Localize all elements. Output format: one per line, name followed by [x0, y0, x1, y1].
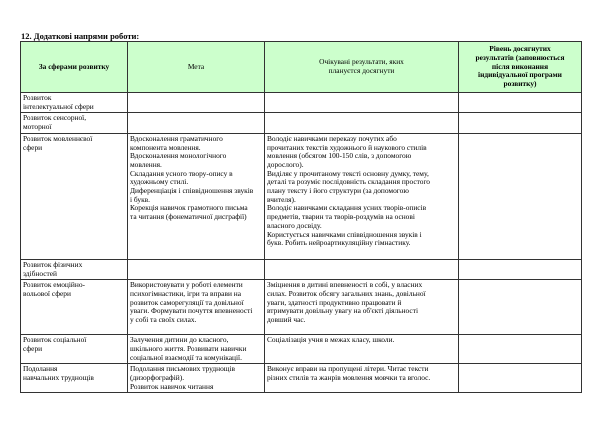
- cell-text-line: Розвиток: [23, 93, 52, 102]
- cell-text-line: розвиток саморегуляції та довільної: [130, 297, 244, 307]
- cell-text-line: Володіє навичками переказу почутих або: [267, 133, 397, 143]
- cell-text-line: Вдосконалення граматичного: [130, 133, 223, 143]
- cell-text-line: довший час.: [267, 315, 306, 325]
- cell-text-line: компонента мовлення.: [130, 142, 201, 152]
- cell-text-line: плану тексту і його структури (за допомогою: [267, 186, 409, 196]
- results-cell: [265, 364, 459, 393]
- goal-cell: [128, 113, 265, 133]
- cell-text-line: мовлення (обсягом 100-150 слів, з допомогою: [267, 151, 412, 161]
- table-row: [21, 113, 582, 133]
- cell-text-line: Залучення дитини до класного,: [130, 335, 229, 345]
- sphere-cell: [21, 280, 128, 335]
- header-expected-results: Очікувані результати, яких плануєтся досягнути: [265, 42, 459, 93]
- sphere-cell: [21, 93, 128, 113]
- level-cell: [459, 259, 582, 279]
- cell-text-line: інтелектуальної сфери: [23, 101, 94, 111]
- cell-text-line: Диференціація і співвідношення звуків: [130, 186, 254, 196]
- results-cell: [265, 335, 459, 364]
- cell-text-line: Виділяє у прочитаному тексті основну думку, тему,: [267, 168, 429, 178]
- level-cell: [459, 335, 582, 364]
- cell-text-line: соціальної взаємодії та комунікації.: [130, 352, 242, 362]
- table-row: [21, 364, 582, 393]
- level-cell: [459, 93, 582, 113]
- header-sphere: За сферами розвитку: [21, 42, 128, 93]
- table-row: [21, 133, 582, 259]
- cell-text-line: здібностей: [23, 268, 57, 278]
- level-cell: [459, 280, 582, 335]
- cell-text-line: Соціалізація учня в межах класу, школи.: [267, 335, 395, 345]
- cell-text-line: власного досвіду.: [267, 220, 322, 230]
- level-cell: [459, 113, 582, 133]
- table-row: [21, 280, 582, 335]
- table-row: [21, 335, 582, 364]
- results-cell: [265, 133, 459, 259]
- results-cell: [265, 259, 459, 279]
- cell-text-line: Розвиток навичок читання: [130, 381, 214, 391]
- cell-text-line: Розвиток фізичних: [23, 259, 83, 269]
- cell-text-line: Розвиток мовленнєвої: [23, 133, 93, 143]
- cell-text-line: психогімнастики, ігри та вправи на: [130, 288, 241, 298]
- cell-text-line: різних стилів та жанрів мовлення мовчки та вголос.: [267, 373, 431, 383]
- cell-text-line: Корекція навичок грамотного письма: [130, 203, 248, 213]
- cell-text-line: шкільного життя. Розвивати навички: [130, 343, 247, 353]
- section-title: 12. Додаткові напрями роботи:: [21, 31, 140, 41]
- cell-text-line: Користується навичками співвідношення звуків і: [267, 229, 422, 239]
- cell-text-line: втримувати довільну увагу на об'єкті діяльності: [267, 306, 418, 316]
- level-cell: [459, 133, 582, 259]
- cell-text-line: мовлення.: [130, 159, 162, 169]
- goal-cell: [128, 133, 265, 259]
- cell-text-line: Розвиток емоційно-: [23, 280, 85, 290]
- cell-text-line: предметів, тварин та творів-роздумів на основі: [267, 212, 415, 222]
- sphere-cell: [21, 364, 128, 393]
- goal-cell: [128, 93, 265, 113]
- header-achieved-level: Рівень досягнутих результатів (заповнюється після виконання індивідуальної програми розвитку): [459, 42, 582, 93]
- cell-text-line: (дизорфографій).: [130, 373, 185, 383]
- table-body: [21, 93, 582, 393]
- cell-text-line: Подолання: [23, 364, 58, 374]
- sphere-cell: [21, 113, 128, 133]
- level-cell: [459, 364, 582, 393]
- table-header-row: [21, 42, 582, 93]
- cell-text-line: букв. Робить нейроартикуляційну гімнастику.: [267, 238, 411, 248]
- cell-text-line: Подолання письмових труднощів: [130, 364, 236, 374]
- table-row: [21, 259, 582, 279]
- sphere-cell: [21, 133, 128, 259]
- cell-text-line: дорослого).: [267, 159, 304, 169]
- results-cell: [265, 280, 459, 335]
- cell-text-line: Складання усного твору-опису в: [130, 168, 233, 178]
- cell-text-line: Вдосконалення монологічного: [130, 151, 227, 161]
- goal-cell: [128, 280, 265, 335]
- cell-text-line: прочитаних текстів художнього й наукового стилів: [267, 142, 427, 152]
- cell-text-line: уваги, здатності продуктивно працювати й: [267, 297, 402, 307]
- cell-text-line: навчальних труднощів: [23, 373, 94, 383]
- cell-text-line: Розвиток сенсорної,: [23, 113, 87, 123]
- cell-text-line: Виконує вправи на пропущені літери. Читає тексти: [267, 364, 429, 374]
- goal-cell: [128, 364, 265, 393]
- cell-text-line: художньому стилі.: [130, 177, 189, 187]
- cell-text-line: вольової сфери: [23, 288, 71, 298]
- cell-text-line: уваги. Формувати почуття впевненості: [130, 306, 253, 316]
- cell-text-line: деталі та розуміє послідовність складання простого: [267, 177, 431, 187]
- cell-text-line: силах. Розвиток обсягу загальних знань, довільної: [267, 288, 426, 298]
- cell-text-line: вчителя).: [267, 194, 296, 204]
- sphere-cell: [21, 335, 128, 364]
- cell-text-line: та читання (фонематичної дисграфії): [130, 212, 247, 222]
- development-plan-table: [20, 41, 582, 393]
- goal-cell: [128, 335, 265, 364]
- header-goal: Мета: [128, 42, 265, 93]
- cell-text-line: і букв.: [130, 194, 151, 204]
- sphere-cell: [21, 259, 128, 279]
- cell-text-line: Використовувати у роботі елементи: [130, 280, 243, 290]
- cell-text-line: Володіє навичками складання усних творів-описів: [267, 203, 427, 213]
- cell-text-line: Зміцнення в дитині впевненості в собі, у власних: [267, 280, 423, 290]
- cell-text-line: сфери: [23, 142, 43, 152]
- cell-text-line: моторної: [23, 122, 52, 132]
- table-row: [21, 93, 582, 113]
- cell-text-line: у собі та своїх силах.: [130, 315, 197, 325]
- cell-text-line: сфери: [23, 343, 43, 353]
- goal-cell: [128, 259, 265, 279]
- cell-text-line: Розвиток соціальної: [23, 335, 87, 345]
- results-cell: [265, 93, 459, 113]
- results-cell: [265, 113, 459, 133]
